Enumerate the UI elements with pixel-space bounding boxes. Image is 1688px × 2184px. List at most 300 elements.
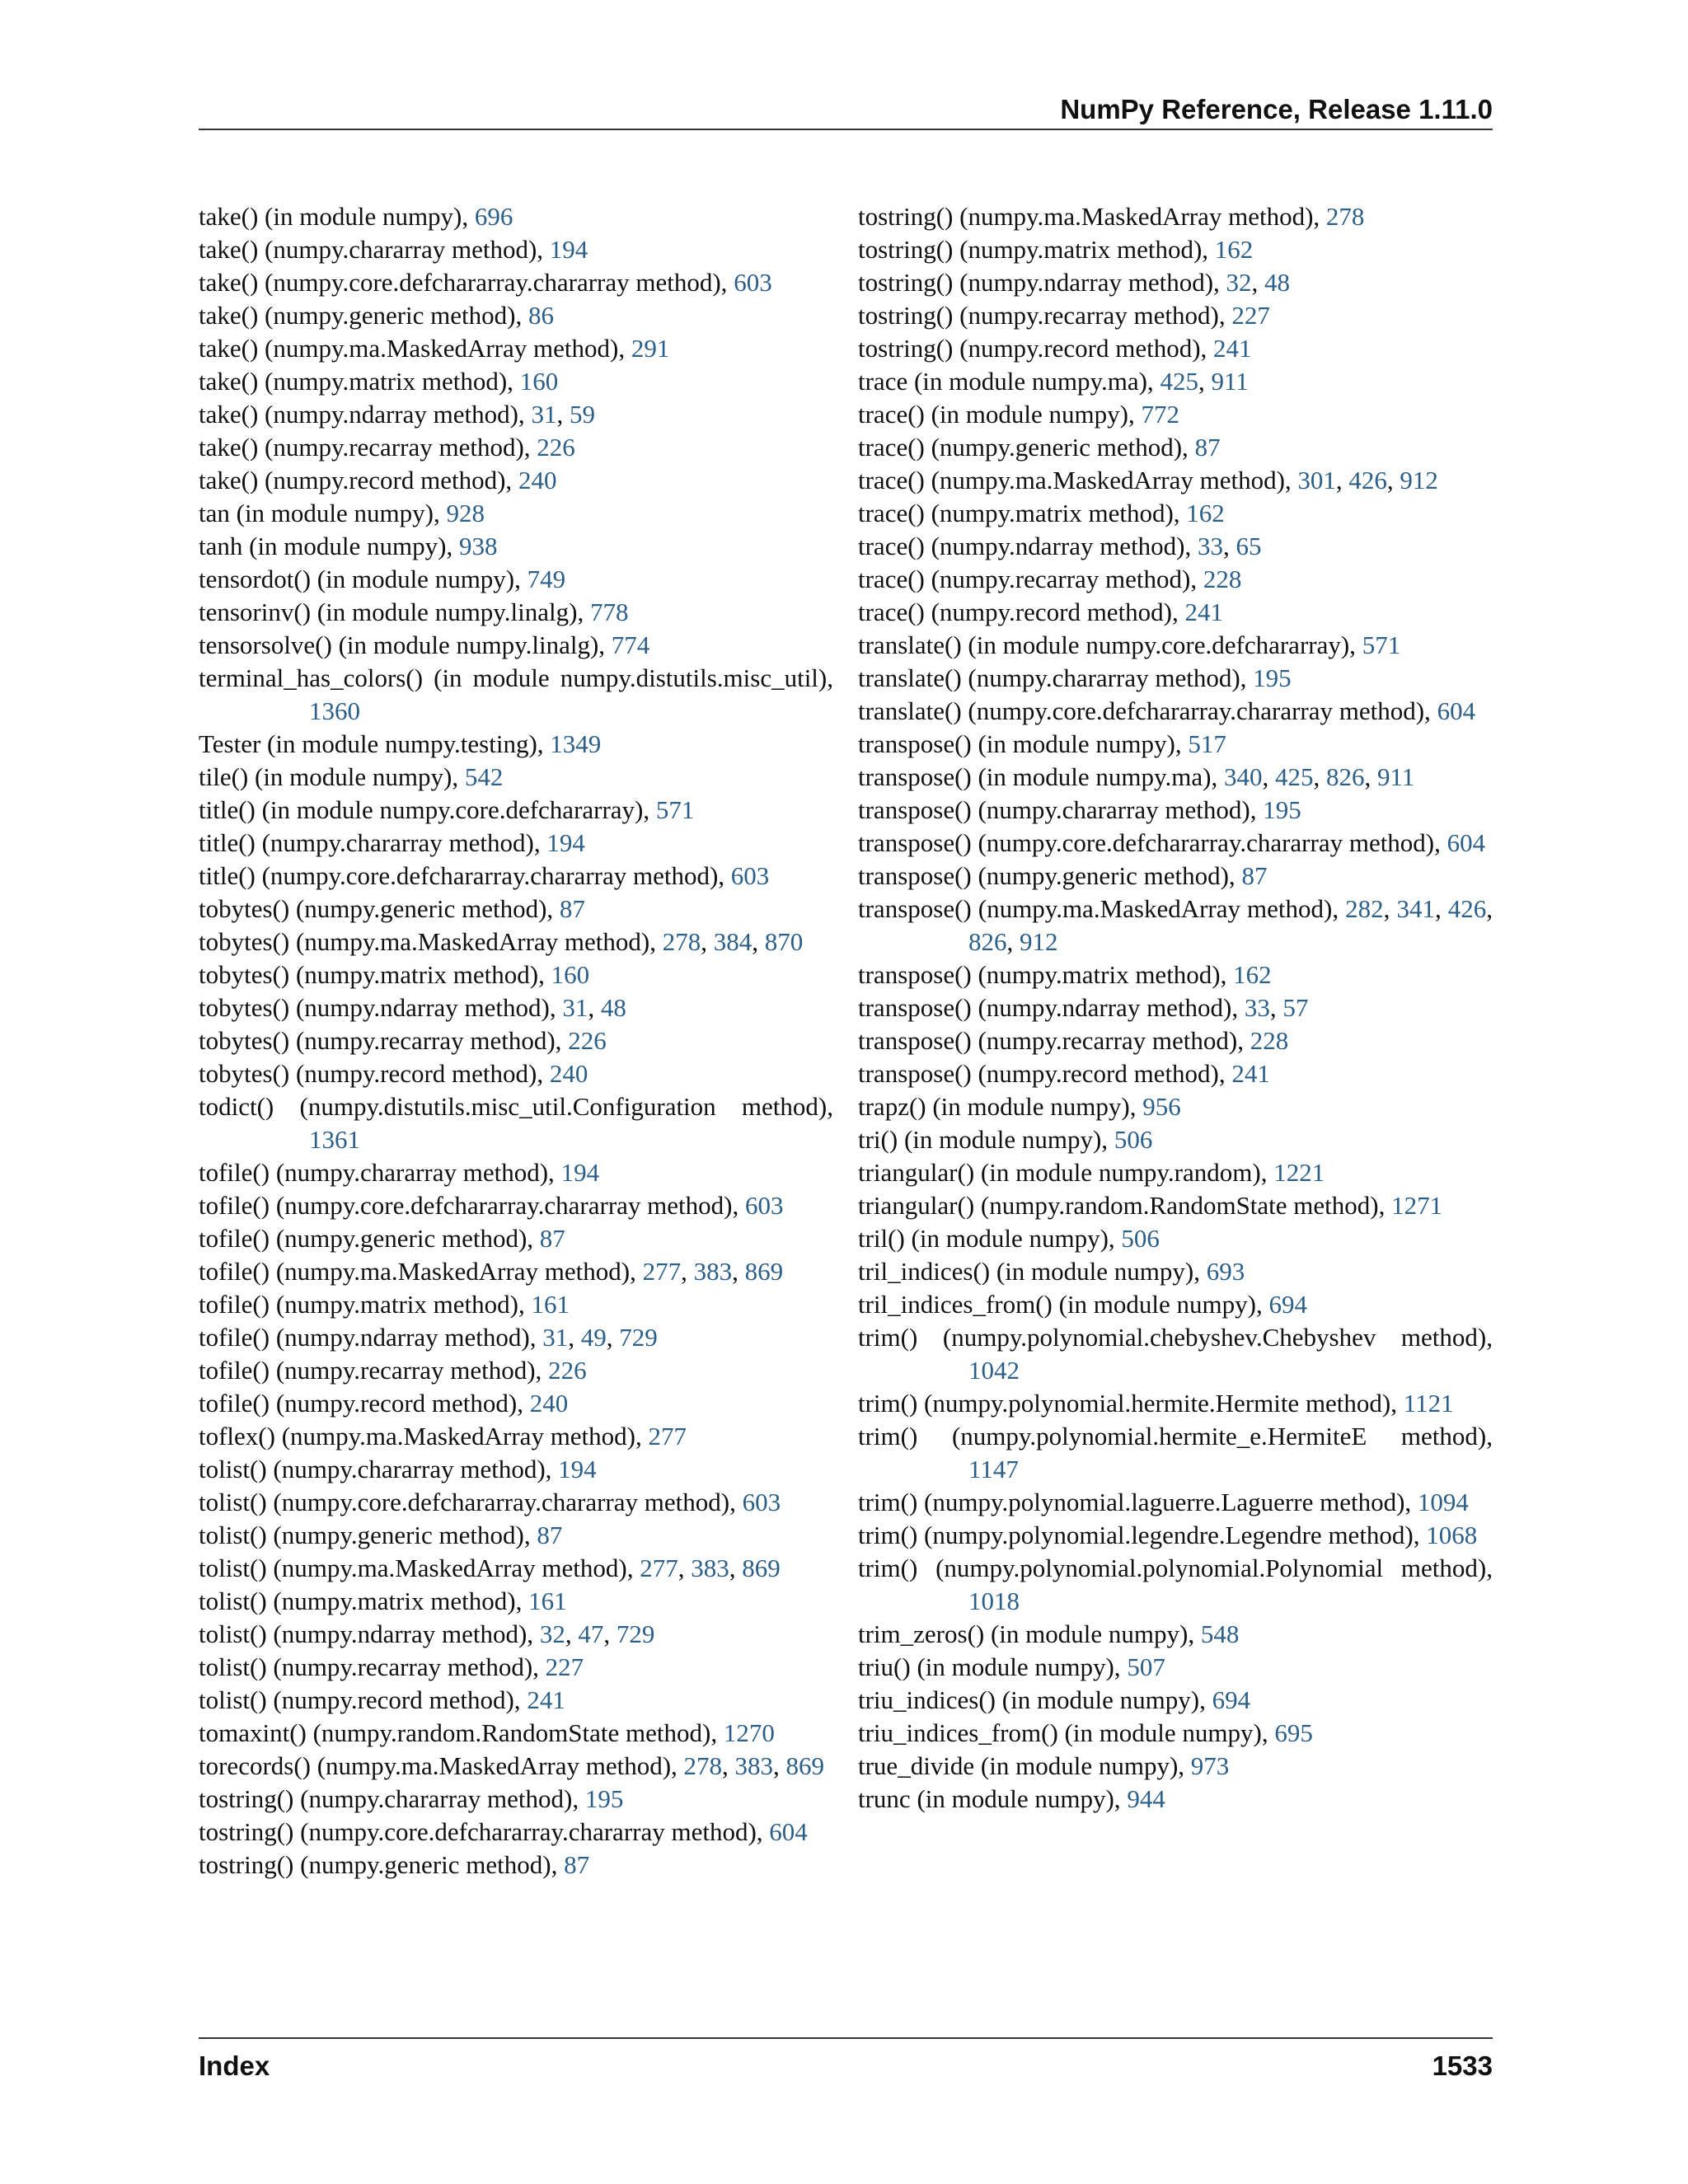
index-term: trace() (numpy.record method), <box>858 598 1185 626</box>
index-entry <box>199 761 833 794</box>
page-link[interactable]: 241 <box>1184 598 1224 626</box>
index-entry <box>858 1684 1493 1717</box>
index-term: trim() (numpy.polynomial.polynomial.Polynomial method), <box>858 1554 1493 1582</box>
page-link[interactable]: 928 <box>446 499 485 527</box>
index-term: transpose() (numpy.ma.MaskedArray method), <box>858 894 1346 923</box>
index-term: take() (numpy.chararray method), <box>199 235 550 264</box>
page-link[interactable]: 87 <box>564 1850 590 1879</box>
index-entry <box>858 1651 1493 1684</box>
index-term: trace() (numpy.recarray method), <box>858 565 1203 593</box>
index-term: tobytes() (numpy.generic method), <box>199 894 560 923</box>
index-term: translate() (numpy.chararray method), <box>858 663 1254 692</box>
index-term: trace() (numpy.ma.MaskedArray method), <box>858 466 1298 494</box>
index-entry <box>199 1222 833 1255</box>
index-entry <box>858 1750 1493 1783</box>
page-link[interactable]: 301 <box>1297 466 1336 494</box>
index-term: triu_indices() (in module numpy), <box>858 1685 1212 1714</box>
page-link[interactable]: 826 <box>968 927 1007 956</box>
page-link[interactable]: 226 <box>537 433 575 462</box>
index-term: triangular() (in module numpy.random), <box>858 1158 1274 1187</box>
index-term: tril_indices() (in module numpy), <box>858 1257 1207 1286</box>
page-link[interactable]: 341 <box>1396 894 1435 923</box>
page-link[interactable]: 49 <box>580 1323 607 1352</box>
index-entry <box>199 1453 833 1486</box>
index-entry <box>199 827 833 860</box>
index-entry <box>199 1288 833 1321</box>
page-link[interactable]: 383 <box>693 1257 733 1286</box>
index-term: transpose() (in module numpy.ma), <box>858 762 1224 791</box>
running-header <box>199 91 1493 130</box>
page-link[interactable]: 1349 <box>550 729 602 758</box>
index-entry: tobytes() (numpy.ma.MaskedArray method), 278, 384, 870 <box>199 927 804 956</box>
index-term: tobytes() (numpy.ndarray method), <box>199 993 563 1022</box>
page-link[interactable]: 278 <box>1325 202 1365 231</box>
index-term: trunc (in module numpy), <box>858 1784 1128 1813</box>
page-link[interactable]: 383 <box>691 1554 729 1582</box>
page-link[interactable]: 1360 <box>309 696 360 725</box>
index-entry <box>199 1387 833 1420</box>
index-term: trapz() (in module numpy), <box>858 1092 1143 1121</box>
page-link[interactable]: 277 <box>642 1257 682 1286</box>
index-entry <box>858 1123 1493 1156</box>
index-term: tostring() (numpy.core.defchararray.chararray method), <box>199 1817 770 1846</box>
index-term: tolist() (numpy.ma.MaskedArray method), <box>199 1554 640 1582</box>
index-entry <box>858 233 1493 266</box>
page-link[interactable]: 729 <box>616 1619 655 1648</box>
index-entry <box>199 1189 833 1222</box>
index-term: tomaxint() (numpy.random.RandomState method), <box>199 1718 724 1747</box>
page-link[interactable]: 1018 <box>968 1586 1020 1615</box>
page-link[interactable]: 571 <box>655 795 695 824</box>
page-link[interactable]: 162 <box>1186 499 1225 527</box>
index-term: tanh (in module numpy), <box>199 532 459 560</box>
page-link[interactable]: 240 <box>549 1059 588 1088</box>
page-link[interactable]: 383 <box>734 1751 774 1780</box>
index-term: tofile() (numpy.record method), <box>199 1389 530 1418</box>
index-term: trim() (numpy.polynomial.hermite.Hermite method), <box>858 1389 1404 1418</box>
index-term: toflex() (numpy.ma.MaskedArray method), <box>199 1422 649 1451</box>
index-term: trace() (numpy.ndarray method), <box>858 532 1198 560</box>
index-term: transpose() (numpy.core.defchararray.chararray method), <box>858 828 1447 857</box>
page-link[interactable]: 694 <box>1212 1685 1251 1714</box>
page-link[interactable]: 749 <box>527 565 566 593</box>
page-link[interactable]: 911 <box>1211 367 1249 396</box>
page-link[interactable]: 194 <box>558 1455 597 1483</box>
page-link[interactable]: 548 <box>1200 1619 1240 1648</box>
index-entry <box>858 1024 1493 1057</box>
index-term: tostring() (numpy.record method), <box>858 334 1214 363</box>
page-link[interactable]: 869 <box>785 1751 825 1780</box>
page-link[interactable]: 226 <box>568 1026 607 1055</box>
index-term: tolist() (numpy.chararray method), <box>199 1455 559 1483</box>
page-link[interactable]: 240 <box>518 466 557 494</box>
index-entry <box>199 662 833 728</box>
index-entry: transpose() (numpy.ma.MaskedArray method), 282, 341, 426, 826, 912 <box>858 894 1493 956</box>
page-link[interactable]: 161 <box>531 1290 570 1319</box>
page-link[interactable]: 1270 <box>723 1718 775 1747</box>
index-term: tofile() (numpy.matrix method), <box>199 1290 532 1319</box>
index-entry <box>199 1024 833 1057</box>
index-entry <box>858 1090 1493 1123</box>
index-entry <box>858 1618 1493 1651</box>
index-entry <box>199 1420 833 1453</box>
index-entry: transpose() (in module numpy.ma), 340, 425, 826, 911 <box>858 762 1415 791</box>
index-entry <box>858 662 1493 695</box>
index-entry <box>858 1321 1493 1387</box>
index-term: trace (in module numpy.ma), <box>858 367 1160 396</box>
index-entry: tofile() (numpy.ndarray method), 31, 49, 729 <box>199 1323 658 1352</box>
page-link[interactable]: 277 <box>640 1554 678 1582</box>
page-link[interactable]: 87 <box>1194 433 1221 462</box>
index-term: transpose() (numpy.record method), <box>858 1059 1232 1088</box>
index-term: tolist() (numpy.matrix method), <box>199 1586 529 1615</box>
index-term: true_divide (in module numpy), <box>858 1751 1191 1780</box>
page-link[interactable]: 870 <box>764 927 804 956</box>
index-entry <box>199 365 833 398</box>
index-term: tofile() (numpy.generic method), <box>199 1224 540 1253</box>
page-link[interactable]: 32 <box>539 1619 565 1648</box>
index-term: title() (numpy.chararray method), <box>199 828 547 857</box>
index-term: tostring() (numpy.recarray method), <box>858 301 1232 330</box>
index-entry <box>199 233 833 266</box>
page-link[interactable]: 65 <box>1236 532 1262 560</box>
index-term: tostring() (numpy.chararray method), <box>199 1784 585 1813</box>
index-entry: tobytes() (numpy.ndarray method), 31, 48 <box>199 993 626 1022</box>
index-term: tril() (in module numpy), <box>858 1224 1122 1253</box>
index-term: transpose() (in module numpy), <box>858 729 1189 758</box>
index-entry <box>199 1486 833 1519</box>
index-entry <box>199 860 833 893</box>
page-link[interactable]: 571 <box>1362 630 1401 659</box>
index-entry <box>199 1519 833 1552</box>
index-term: transpose() (numpy.ndarray method), <box>858 993 1245 1022</box>
index-term: take() (in module numpy), <box>199 202 475 231</box>
page-link[interactable]: 277 <box>648 1422 687 1451</box>
index-term: trim() (numpy.polynomial.legendre.Legendre method), <box>858 1521 1427 1549</box>
index-entry <box>858 563 1493 596</box>
page-link[interactable]: 694 <box>1268 1290 1307 1319</box>
index-term: tostring() (numpy.matrix method), <box>858 235 1215 264</box>
index-entry <box>858 1255 1493 1288</box>
index-term: transpose() (numpy.recarray method), <box>858 1026 1250 1055</box>
index-entry <box>858 596 1493 629</box>
page-link[interactable]: 778 <box>589 598 629 626</box>
page-link[interactable]: 956 <box>1142 1092 1181 1121</box>
index-term: take() (numpy.generic method), <box>199 301 528 330</box>
index-column-right <box>858 200 1493 1816</box>
page-link[interactable]: 425 <box>1274 762 1314 791</box>
index-entry <box>858 1552 1493 1618</box>
page-link[interactable]: 384 <box>713 927 753 956</box>
page-link[interactable]: 603 <box>742 1488 781 1516</box>
index-term: tostring() (numpy.ma.MaskedArray method), <box>858 202 1326 231</box>
page-link[interactable]: 31 <box>542 1323 569 1352</box>
page-link[interactable]: 194 <box>560 1158 600 1187</box>
index-term: tensorinv() (in module numpy.linalg), <box>199 598 590 626</box>
index-term: triangular() (numpy.random.RandomState method), <box>858 1191 1392 1220</box>
page-link[interactable]: 912 <box>1400 466 1438 494</box>
page-link[interactable]: 33 <box>1198 532 1224 560</box>
index-entry: trace() (numpy.ma.MaskedArray method), 301, 426, 912 <box>858 466 1438 494</box>
page-link[interactable]: 87 <box>559 894 585 923</box>
index-entry: tolist() (numpy.ndarray method), 32, 47, 729 <box>199 1619 655 1648</box>
page-link[interactable]: 87 <box>1241 861 1268 890</box>
page-link[interactable]: 1147 <box>968 1455 1019 1483</box>
index-entry <box>199 1651 833 1684</box>
index-term: tri() (in module numpy), <box>858 1125 1114 1154</box>
page-link[interactable]: 507 <box>1127 1652 1165 1681</box>
index-entry <box>199 1156 833 1189</box>
index-term: tofile() (numpy.chararray method), <box>199 1158 561 1187</box>
index-term: tofile() (numpy.core.defchararray.chararray method), <box>199 1191 745 1220</box>
page-link[interactable]: 195 <box>584 1784 624 1813</box>
index-term: tobytes() (numpy.record method), <box>199 1059 550 1088</box>
page-link[interactable]: 506 <box>1121 1224 1160 1253</box>
index-term: trace() (numpy.matrix method), <box>858 499 1187 527</box>
page-link[interactable]: 31 <box>531 400 557 429</box>
index-term: title() (numpy.core.defchararray.chararray method), <box>199 861 731 890</box>
index-term: tensorsolve() (in module numpy.linalg), <box>199 630 612 659</box>
index-term: tensordot() (in module numpy), <box>199 565 528 593</box>
index-term: tan (in module numpy), <box>199 499 447 527</box>
index-term: tofile() (numpy.ma.MaskedArray method), <box>199 1257 643 1286</box>
index-term: tostring() (numpy.generic method), <box>199 1850 565 1879</box>
page-link[interactable]: 774 <box>611 630 650 659</box>
index-term: transpose() (numpy.chararray method), <box>858 795 1264 824</box>
page-link[interactable]: 772 <box>1141 400 1179 429</box>
page-link[interactable]: 162 <box>1214 235 1254 264</box>
index-term: tolist() (numpy.record method), <box>199 1685 528 1714</box>
index-entry: take() (numpy.ndarray method), 31, 59 <box>199 400 595 429</box>
page-link[interactable]: 59 <box>569 400 595 429</box>
page-link[interactable]: 1121 <box>1403 1389 1454 1418</box>
index-entry <box>858 1288 1493 1321</box>
index-entry: trace (in module numpy.ma), 425, 911 <box>858 367 1249 396</box>
index-entry <box>199 1354 833 1387</box>
page-link[interactable]: 542 <box>464 762 504 791</box>
index-term: tolist() (numpy.core.defchararray.chararray method), <box>199 1488 743 1516</box>
page-link[interactable]: 604 <box>1447 828 1486 857</box>
page-link[interactable]: 228 <box>1250 1026 1289 1055</box>
page-link[interactable]: 227 <box>545 1652 584 1681</box>
page-link[interactable]: 241 <box>1231 1059 1270 1088</box>
index-entry <box>199 596 833 629</box>
running-footer <box>199 2037 1493 2081</box>
page-link[interactable]: 291 <box>631 334 670 363</box>
index-term: tolist() (numpy.ndarray method), <box>199 1619 540 1648</box>
page-link[interactable]: 604 <box>769 1817 808 1846</box>
index-term: tolist() (numpy.recarray method), <box>199 1652 546 1681</box>
index-term: title() (in module numpy.core.defchararray), <box>199 795 656 824</box>
index-entry <box>858 200 1493 233</box>
page-link[interactable]: 32 <box>1226 268 1252 297</box>
page-link[interactable]: 282 <box>1345 894 1384 923</box>
index-term: transpose() (numpy.matrix method), <box>858 960 1234 989</box>
index-entry <box>858 497 1493 530</box>
page-link[interactable]: 869 <box>744 1257 784 1286</box>
index-term: triu() (in module numpy), <box>858 1652 1128 1681</box>
index-entry <box>858 695 1493 728</box>
page-link[interactable]: 517 <box>1188 729 1226 758</box>
page-link[interactable]: 195 <box>1253 663 1292 692</box>
index-entry <box>199 299 833 332</box>
page-link[interactable]: 426 <box>1348 466 1387 494</box>
index-term: take() (numpy.core.defchararray.chararray method), <box>199 268 734 297</box>
page-link[interactable]: 162 <box>1233 960 1272 989</box>
page-link[interactable]: 160 <box>551 960 590 989</box>
page-link[interactable]: 1068 <box>1426 1521 1478 1549</box>
page-link[interactable]: 604 <box>1437 696 1476 725</box>
index-term: terminal_has_colors() (in module numpy.distutils.misc_util), <box>199 663 833 692</box>
page-link[interactable]: 226 <box>548 1356 587 1385</box>
index-entry <box>199 1849 833 1882</box>
index-entry <box>858 860 1493 893</box>
index-entry <box>858 1222 1493 1255</box>
index-entry <box>199 1057 833 1090</box>
index-entry <box>199 629 833 662</box>
page-link[interactable]: 241 <box>1213 334 1252 363</box>
page-link[interactable]: 603 <box>730 861 770 890</box>
page-link[interactable]: 278 <box>662 927 701 956</box>
page-link[interactable]: 194 <box>546 828 585 857</box>
page-link[interactable]: 240 <box>529 1389 569 1418</box>
index-entry <box>858 1717 1493 1750</box>
page-link[interactable]: 1042 <box>968 1356 1020 1385</box>
index-entry <box>858 629 1493 662</box>
page-link[interactable]: 87 <box>537 1521 563 1549</box>
index-term: trim() (numpy.polynomial.laguerre.Laguerre method), <box>858 1488 1418 1516</box>
index-entry <box>858 1420 1493 1486</box>
page-link[interactable]: 195 <box>1263 795 1301 824</box>
index-entry <box>858 794 1493 827</box>
page-link[interactable]: 695 <box>1274 1718 1313 1747</box>
index-entry <box>199 1783 833 1816</box>
index-entry <box>858 728 1493 761</box>
page-link[interactable]: 47 <box>578 1619 604 1648</box>
page-link[interactable]: 1361 <box>309 1125 360 1154</box>
page-link[interactable]: 911 <box>1376 762 1415 791</box>
index-entry: tostring() (numpy.ndarray method), 32, 48 <box>858 268 1291 297</box>
index-term: tofile() (numpy.recarray method), <box>199 1356 549 1385</box>
page-link[interactable]: 603 <box>744 1191 784 1220</box>
index-term: translate() (numpy.core.defchararray.chararray method), <box>858 696 1437 725</box>
page-link[interactable]: 161 <box>528 1586 567 1615</box>
page-link[interactable]: 48 <box>600 993 626 1022</box>
page-link[interactable]: 426 <box>1447 894 1487 923</box>
page-link[interactable]: 1094 <box>1417 1488 1469 1516</box>
page-link[interactable]: 696 <box>474 202 513 231</box>
index-term: transpose() (numpy.generic method), <box>858 861 1242 890</box>
page-link[interactable]: 340 <box>1223 762 1263 791</box>
index-column-left <box>199 200 833 1882</box>
index-entry <box>199 1090 833 1156</box>
index-entry <box>199 266 833 299</box>
page-link[interactable]: 869 <box>742 1554 781 1582</box>
page-link[interactable]: 241 <box>527 1685 565 1714</box>
index-entry <box>199 497 833 530</box>
index-entry <box>858 1189 1493 1222</box>
index-term: take() (numpy.ma.MaskedArray method), <box>199 334 631 363</box>
page-link[interactable]: 826 <box>1325 762 1365 791</box>
index-entry <box>858 1519 1493 1552</box>
index-entry <box>858 827 1493 860</box>
page-link[interactable]: 57 <box>1282 993 1309 1022</box>
page-link[interactable]: 227 <box>1231 301 1270 330</box>
index-entry: trace() (numpy.ndarray method), 33, 65 <box>858 532 1262 560</box>
index-term: take() (numpy.record method), <box>199 466 518 494</box>
index-term: tostring() (numpy.ndarray method), <box>858 268 1226 297</box>
footer-section: Index <box>199 2050 270 2081</box>
index-term: tril_indices_from() (in module numpy), <box>858 1290 1269 1319</box>
index-term: trace() (in module numpy), <box>858 400 1142 429</box>
index-term: tobytes() (numpy.ma.MaskedArray method), <box>199 927 663 956</box>
document-title: NumPy Reference, Release 1.11.0 <box>1060 94 1493 124</box>
index-entry <box>199 200 833 233</box>
index-entry <box>858 958 1493 991</box>
index-entry <box>199 1585 833 1618</box>
index-term: todict() (numpy.distutils.misc_util.Configuration method), <box>199 1092 833 1121</box>
page-link[interactable]: 31 <box>562 993 588 1022</box>
index-entry <box>199 332 833 365</box>
page-link[interactable]: 86 <box>528 301 554 330</box>
index-entry: tofile() (numpy.ma.MaskedArray method), 277, 383, 869 <box>199 1257 784 1286</box>
page-link[interactable]: 228 <box>1203 565 1242 593</box>
index-term: translate() (in module numpy.core.defchararray), <box>858 630 1362 659</box>
page-link[interactable]: 1221 <box>1273 1158 1325 1187</box>
page-link[interactable]: 506 <box>1114 1125 1153 1154</box>
page-link[interactable]: 938 <box>458 532 498 560</box>
index-entry <box>199 1717 833 1750</box>
index-entry <box>858 299 1493 332</box>
page-number: 1533 <box>1432 2050 1493 2081</box>
index-entry <box>199 958 833 991</box>
index-term: trace() (numpy.generic method), <box>858 433 1195 462</box>
page-link[interactable]: 160 <box>519 367 559 396</box>
index-term: tobytes() (numpy.recarray method), <box>199 1026 569 1055</box>
index-term: take() (numpy.ndarray method), <box>199 400 532 429</box>
index-term: tofile() (numpy.ndarray method), <box>199 1323 543 1352</box>
page-link[interactable]: 87 <box>539 1224 565 1253</box>
index-term: torecords() (numpy.ma.MaskedArray method), <box>199 1751 684 1780</box>
index-entry <box>858 431 1493 464</box>
index-term: trim() (numpy.polynomial.chebyshev.Chebyshev method), <box>858 1323 1493 1352</box>
page-link[interactable]: 1271 <box>1391 1191 1443 1220</box>
index-term: trim_zeros() (in module numpy), <box>858 1619 1201 1648</box>
page-link[interactable]: 48 <box>1264 268 1291 297</box>
page-link[interactable]: 278 <box>683 1751 723 1780</box>
page-link[interactable]: 973 <box>1190 1751 1230 1780</box>
page-link[interactable]: 33 <box>1244 993 1270 1022</box>
index-term: triu_indices_from() (in module numpy), <box>858 1718 1275 1747</box>
index-term: tobytes() (numpy.matrix method), <box>199 960 551 989</box>
page-link[interactable]: 912 <box>1020 927 1058 956</box>
index-entry <box>199 893 833 926</box>
index-entry <box>858 398 1493 431</box>
index-entry: transpose() (numpy.ndarray method), 33, 57 <box>858 993 1309 1022</box>
index-term: take() (numpy.matrix method), <box>199 367 520 396</box>
index-entry <box>858 1057 1493 1090</box>
page-link[interactable]: 944 <box>1127 1784 1165 1813</box>
index-entry <box>199 794 833 827</box>
page-link[interactable]: 693 <box>1206 1257 1245 1286</box>
page-link[interactable]: 194 <box>549 235 588 264</box>
index-entry <box>858 332 1493 365</box>
index-entry <box>199 464 833 497</box>
page-link[interactable]: 603 <box>734 268 772 297</box>
page-link[interactable]: 729 <box>619 1323 658 1352</box>
index-term: take() (numpy.recarray method), <box>199 433 537 462</box>
page-link[interactable]: 425 <box>1160 367 1198 396</box>
